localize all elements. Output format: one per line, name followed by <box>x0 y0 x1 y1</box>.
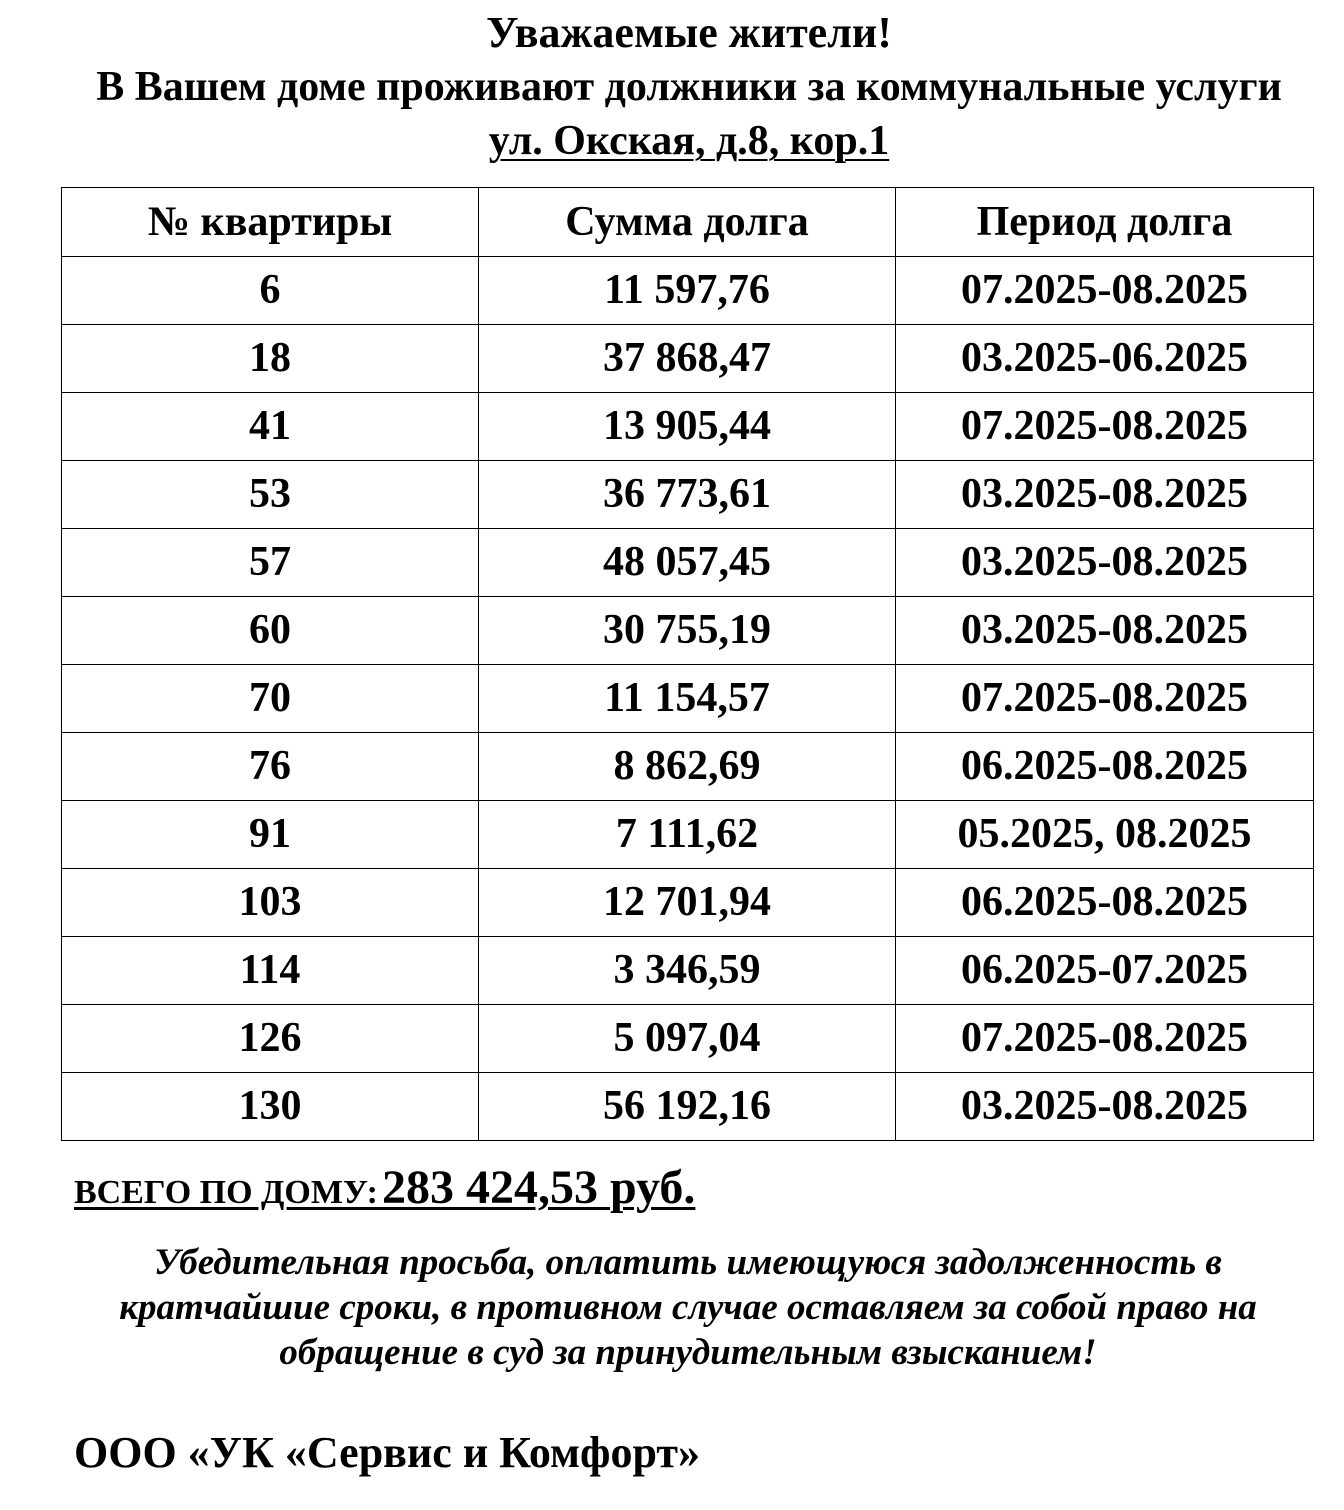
debt-period-cell: 06.2025-08.2025 <box>896 869 1314 937</box>
debt-amount-cell: 13 905,44 <box>479 393 896 461</box>
column-header-debt-amount: Сумма долга <box>479 188 896 257</box>
notice-greeting: Уважаемые жители! <box>486 8 892 57</box>
debt-period-cell: 07.2025-08.2025 <box>896 665 1314 733</box>
house-total <box>74 1160 695 1215</box>
debt-period-cell: 03.2025-08.2025 <box>896 1073 1314 1141</box>
apartment-number-cell: 60 <box>62 597 479 665</box>
address-text: ул. Окская, д.8, кор.1 <box>488 118 890 164</box>
table-row <box>62 733 1314 801</box>
column-header-apartment: № квартиры <box>62 188 479 257</box>
debt-period-cell: 03.2025-06.2025 <box>896 325 1314 393</box>
debt-period-cell: 03.2025-08.2025 <box>896 461 1314 529</box>
debt-period-cell: 07.2025-08.2025 <box>896 1005 1314 1073</box>
table-row <box>62 257 1314 325</box>
debt-amount-cell: 8 862,69 <box>479 733 896 801</box>
apartment-number-cell: 114 <box>62 937 479 1005</box>
address-line <box>0 116 1344 166</box>
debtors-table <box>61 187 1314 1141</box>
table-row <box>62 1073 1314 1141</box>
apartment-number-cell: 41 <box>62 393 479 461</box>
debt-period-cell: 03.2025-08.2025 <box>896 597 1314 665</box>
notice-line: обращение в суд за принудительным взысканием! <box>279 1332 1097 1373</box>
debt-amount-cell: 5 097,04 <box>479 1005 896 1073</box>
notice-subtitle: В Вашем доме проживают должники за коммунальные услуги <box>96 64 1282 110</box>
total-label: ВСЕГО ПО ДОМУ: <box>74 1174 378 1211</box>
debt-amount-cell: 30 755,19 <box>479 597 896 665</box>
debt-amount-cell: 56 192,16 <box>479 1073 896 1141</box>
apartment-number-cell: 126 <box>62 1005 479 1073</box>
debt-amount-cell: 11 597,76 <box>479 257 896 325</box>
payment-request-notice <box>40 1240 1336 1375</box>
table-header-row <box>62 188 1314 257</box>
apartment-number-cell: 18 <box>62 325 479 393</box>
company-signature: ООО «УК «Сервис и Комфорт» <box>74 1428 700 1477</box>
table-row <box>62 393 1314 461</box>
apartment-number-cell: 70 <box>62 665 479 733</box>
debt-amount-cell: 3 346,59 <box>479 937 896 1005</box>
apartment-number-cell: 76 <box>62 733 479 801</box>
apartment-number-cell: 6 <box>62 257 479 325</box>
table-row <box>62 869 1314 937</box>
apartment-number-cell: 130 <box>62 1073 479 1141</box>
column-header-debt-period: Период долга <box>896 188 1314 257</box>
debt-amount-cell: 36 773,61 <box>479 461 896 529</box>
notice-line: Убедительная просьба, оплатить имеющуюся задолженность в <box>154 1242 1222 1283</box>
debt-amount-cell: 37 868,47 <box>479 325 896 393</box>
apartment-number-cell: 53 <box>62 461 479 529</box>
total-amount: 283 424,53 руб. <box>381 1161 696 1214</box>
debt-amount-cell: 7 111,62 <box>479 801 896 869</box>
table-row <box>62 325 1314 393</box>
table-row <box>62 801 1314 869</box>
notice-line: кратчайшие сроки, в противном случае оставляем за собой право на <box>119 1287 1257 1328</box>
apartment-number-cell: 103 <box>62 869 479 937</box>
apartment-number-cell: 57 <box>62 529 479 597</box>
table-row <box>62 937 1314 1005</box>
debt-amount-cell: 11 154,57 <box>479 665 896 733</box>
table-body <box>62 257 1314 1141</box>
debt-period-cell: 07.2025-08.2025 <box>896 257 1314 325</box>
debt-period-cell: 07.2025-08.2025 <box>896 393 1314 461</box>
debt-amount-cell: 48 057,45 <box>479 529 896 597</box>
table-row <box>62 597 1314 665</box>
debt-period-cell: 06.2025-07.2025 <box>896 937 1314 1005</box>
debt-period-cell: 05.2025, 08.2025 <box>896 801 1314 869</box>
table-row <box>62 461 1314 529</box>
table-row <box>62 665 1314 733</box>
table-row <box>62 1005 1314 1073</box>
debt-period-cell: 03.2025-08.2025 <box>896 529 1314 597</box>
table-row <box>62 529 1314 597</box>
debt-amount-cell: 12 701,94 <box>479 869 896 937</box>
debt-period-cell: 06.2025-08.2025 <box>896 733 1314 801</box>
apartment-number-cell: 91 <box>62 801 479 869</box>
